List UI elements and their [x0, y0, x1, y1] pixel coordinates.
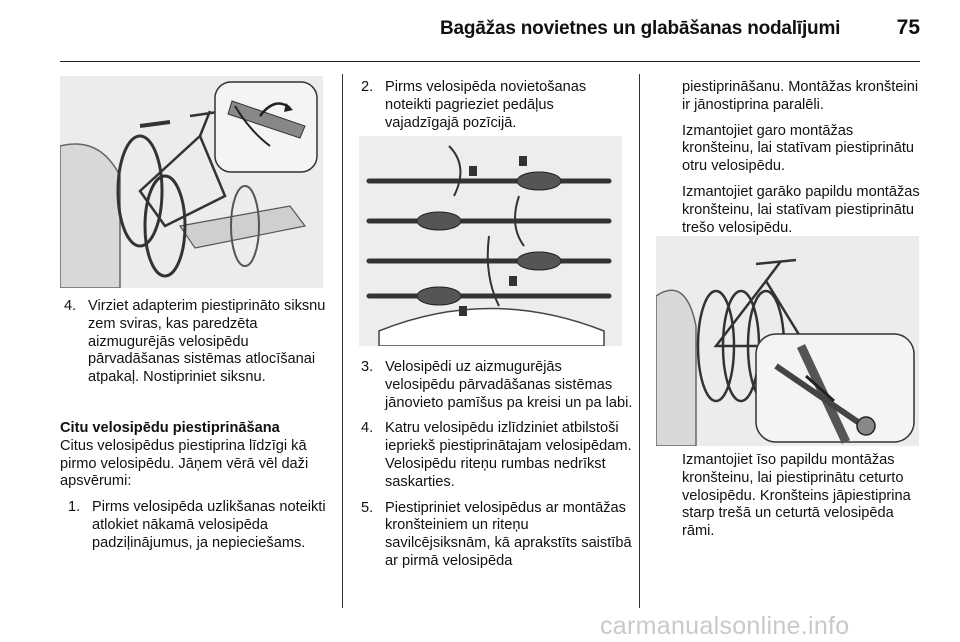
intro-paragraph: Citus velosipēdus piestiprina līdzīgi kā pirmo velosipēdu. Jāņem vērā vēl daži apsvērumi: [60, 437, 309, 490]
figure-bike-strap-illustration [60, 76, 323, 288]
column-3-bottom [682, 452, 922, 541]
column-divider-2 [639, 74, 640, 608]
figure-short-bracket-illustration [656, 236, 919, 446]
paragraph-4: Izmantojiet īso papildu montāžas kronšteinu, lai piestiprinātu ceturto velosipēdu. Kronšteins jāpiestiprina starp trešā un ceturtā velosipēda rāmi. [682, 452, 911, 540]
header-rule [60, 61, 920, 62]
list-item-step-2: 2. Pirms velosipēda novietošanas noteikti pagrieziet pedāļus vajadzīgajā pozīcijā. [361, 79, 587, 131]
column-2-top [361, 79, 631, 132]
list-item-step-3: 3. Velosipēdi uz aizmugurējās velosipēdu pārvadāšanas sistēmas jānovieto pamīšus pa kreisi un pa labi. [361, 359, 633, 411]
paragraph-3: Izmantojiet garāko papildu montāžas kronšteinu, lai statīvam piestiprinātu trešo velosipēdu. [682, 183, 920, 236]
column-2-bottom [361, 359, 633, 571]
page-number: 75 [896, 16, 920, 39]
page-title: Bagāžas novietnes un glabāšanas nodalījumi [440, 18, 841, 39]
section-heading: Citu velosipēdu piestiprināšana [60, 420, 280, 436]
column-divider-1 [342, 74, 343, 608]
watermark: carmanualsonline.info [600, 612, 850, 640]
paragraph-2: Izmantojiet garo montāžas kronšteinu, lai statīvam piestiprinātu otru velosipēdu. [682, 122, 914, 175]
list-item-step-1: 1. Pirms velosipēda uzlikšanas noteikti atlokiet nākamā velosipēda padziļinājumus, ja nepieciešams. [68, 499, 326, 551]
list-item-step-5: 5. Piestipriniet velosipēdus ar montāžas kronšteiniem un riteņu savilcējsiksnām, kā aprakstīts saistībā ar pirmā velosipēda [361, 499, 632, 569]
column-3-top [682, 79, 922, 237]
list-item-step-4: 4. Virziet adapterim piestiprināto siksnu zem sviras, kas paredzēta aizmugurējās velosipēdu pārvadāšanas sistēmas atlocīšanai atpakaļ. Nostipriniet siksnu. [64, 298, 326, 386]
column-1-bottom [60, 420, 338, 553]
paragraph-1: piestiprināšanu. Montāžas kronšteini ir jānostiprina paralēli. [682, 79, 919, 113]
figure-bikes-top-view [359, 136, 622, 346]
list-item-step-4b: 4. Katru velosipēdu izlīdziniet atbilstoši iepriekš piestiprinātajam velosipēdam. Velosipēdu riteņu rumbas nedrīkst saskarties. [361, 420, 632, 490]
column-1-top [64, 298, 334, 387]
